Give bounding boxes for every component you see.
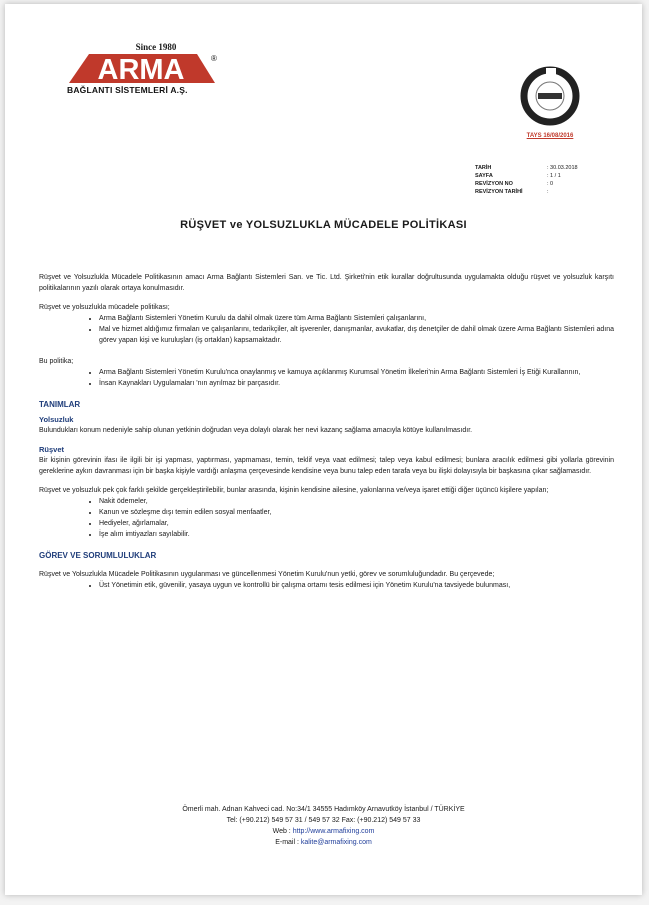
list-item: • İşe alım imtiyazları sayılabilir. <box>99 529 614 540</box>
document-page <box>5 4 642 895</box>
duties-text: Rüşvet ve Yolsuzlukla Mücadele Politikasının uygulanması ve güncellenmesi Yönetim Kurulu'nun yetki, görev ve sorumluluğundadır. Bu çerçevede; <box>39 571 495 578</box>
meta-key: SAYFA <box>475 173 493 179</box>
email-label: E-mail : <box>275 839 299 846</box>
forms-list <box>39 496 614 540</box>
meta-key: REVİZYON NO <box>475 181 513 187</box>
web-label: Web : <box>272 828 291 835</box>
footer-address: Ömerli mah. Adnan Kahveci cad. No:34/1 34555 Hadımköy Arnavutköy İstanbul / TÜRKİYE <box>182 806 465 813</box>
meta-value: : 1 / 1 <box>547 173 561 179</box>
company-name: BAĞLANTI SİSTEMLERİ A.Ş. <box>67 85 188 95</box>
meta-key: TARİH <box>475 165 492 171</box>
bribery-text: Bir kişinin görevinin ifası ile ilgili bir işi yapması, yaptırması, yapmaması, temin, teklif veya vaat edilmesi; talep veya kabul edilmesi; bunlara aracılık edilmesi gibi yollarla görevinin gereklerine aykırı davranması için bir başka kişiyle vardığı anlaşma çerçevesinde kendisine veya bunu talep eden tarafa veya bu ilişki dolayısıyla bir başkasına çıkar sağlamasıdır. <box>39 457 614 475</box>
scope-list <box>39 313 614 346</box>
company-logo <box>67 42 227 95</box>
bribery-title: Rüşvet <box>39 445 65 454</box>
corruption-title: Yolsuzluk <box>39 415 74 424</box>
footer-phones: Tel: (+90.212) 549 57 31 / 549 57 32 Fax: (+90.212) 549 57 33 <box>226 817 421 824</box>
certification-seal-icon <box>520 66 580 126</box>
certificate-date: TAYS 16/08/2016 <box>526 133 574 139</box>
policy-lead: Bu politika; <box>39 358 74 365</box>
list-item: • İnsan Kaynakları Uygulamaları 'nın ayrılmaz bir parçasıdır. <box>99 378 614 389</box>
list-item: • Arma Bağlantı Sistemleri Yönetim Kurulu da dahil olmak üzere tüm Arma Bağlantı Sistemleri çalışanlarını, <box>99 313 614 324</box>
duties-heading: GÖREV VE SORUMLULUKLAR <box>39 551 157 560</box>
scope-lead: Rüşvet ve yolsuzlukla mücadele politikası; <box>39 304 170 311</box>
page-footer <box>5 804 642 848</box>
website-link[interactable]: http://www.armafixing.com <box>292 828 375 835</box>
definitions-heading: TANIMLAR <box>39 400 81 409</box>
list-item: • Kanun ve sözleşme dışı temin edilen sosyal menfaatler, <box>99 507 614 518</box>
document-title: RÜŞVET ve YOLSUZLUKLA MÜCADELE POLİTİKASI <box>180 219 467 231</box>
list-item: • Nakit ödemeler, <box>99 496 614 507</box>
list-item: • Mal ve hizmet aldığımız firmaları ve çalışanlarını, tedarikçiler, alt işverenler, danışmanlar, avukatlar, dış denetçiler de dahil olmak üzere Arma Bağlantı Sistemleri adına görev yapan kişi ve kuruluşları (iş ortakları) kapsamaktadır. <box>99 324 614 346</box>
intro-paragraph: Rüşvet ve Yolsuzlukla Mücadele Politikasının amacı Arma Bağlantı Sistemleri San. ve Tic. Ltd. Şirketi'nin etik kurallar doğrultusunda uygulamakta olduğu rüşvet ve yolsuzluk karşıtı politikalarının yazılı olarak ortaya konulmasıdır. <box>39 274 614 292</box>
certificate-badge <box>510 66 590 139</box>
brand-text: ARMA <box>97 54 185 84</box>
list-item: • Arma Bağlantı Sistemleri Yönetim Kurulu'nca onaylanmış ve kamuya açıklanmış Kurumsal Yönetim İlkeleri'nin Arma Bağlantı Sistemleri İş Etiği Kurallarının, <box>99 367 614 378</box>
meta-value: : <box>547 189 549 195</box>
meta-key: REVİZYON TARİHİ <box>475 189 523 195</box>
list-item: • Hediyeler, ağırlamalar, <box>99 518 614 529</box>
policy-list <box>39 367 614 389</box>
corruption-text: Bulundukları konum nedeniyle sahip olunan yetkinin doğrudan veya dolaylı olarak her nevi kazanç sağlama amacıyla kötüye kullanılmasıdır. <box>39 427 473 434</box>
arma-wordmark <box>67 52 217 84</box>
email-link[interactable]: kalite@armafixing.com <box>300 839 372 846</box>
list-item: • Üst Yönetimin etik, güvenilir, yasaya uygun ve kontrollü bir çalışma ortamı tesis edilmesi için Yönetim Kurulu'na tavsiyede bulunması, <box>99 580 614 591</box>
duties-list <box>39 580 614 591</box>
forms-lead: Rüşvet ve yolsuzluk pek çok farklı şekilde gerçekleştirilebilir, bunlar arasında, kişinin kendisine ailesine, yakınlarına ve/veya işaret ettiği diğer üçüncü kişilere yapılan; <box>39 487 549 494</box>
since-label: Since 1980 <box>135 42 177 52</box>
registered-mark: ® <box>211 54 217 63</box>
meta-value: : 0 <box>547 181 554 187</box>
document-body <box>39 272 614 597</box>
document-meta <box>475 164 587 196</box>
meta-value: : 30.03.2018 <box>547 165 578 171</box>
